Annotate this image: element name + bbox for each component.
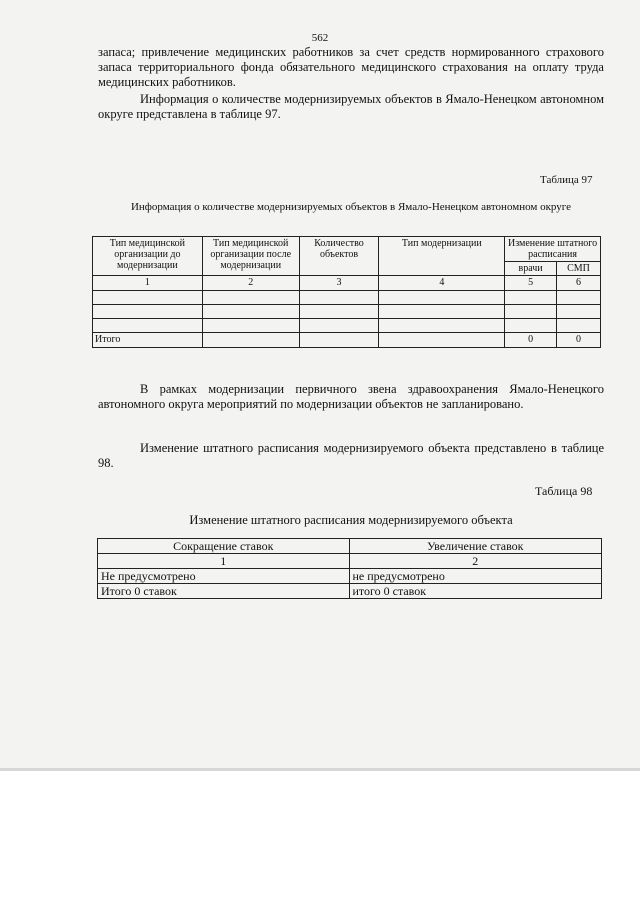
col-number: 4 (379, 276, 505, 291)
paragraph-2: Информация о количестве модернизируемых объектов в Ямало-Ненецком автономном округе представлена в таблице 97. (98, 92, 604, 121)
col-number: 6 (557, 276, 601, 291)
table-97-caption: Таблица 97 (540, 174, 593, 186)
table-row (98, 569, 602, 584)
cell: не предусмотрено (349, 569, 602, 584)
header-mod-type: Тип модернизации (379, 237, 505, 276)
cell: итого 0 ставок (349, 584, 602, 599)
total-row (93, 333, 601, 348)
paragraph-1: запаса; привлечение медицинских работников за счет средств нормированного страхового запаса территориального фонда обязательного медицинского страхования на оплату труда медицинских работников. (98, 45, 604, 89)
table-97-title: Информация о количестве модернизируемых объектов в Ямало-Ненецком автономном округе (130, 201, 572, 213)
total-smp: 0 (557, 333, 601, 348)
total-label: Итого (93, 333, 203, 348)
total-doctors: 0 (505, 333, 557, 348)
header-count: Количество объектов (299, 237, 379, 276)
header-increase: Увеличение ставок (349, 539, 602, 554)
paragraph-3: В рамках модернизации первичного звена здравоохранения Ямало-Ненецкого автономного округа мероприятий по модернизации объектов не запланировано. (98, 382, 604, 411)
header-doctors: врачи (505, 262, 557, 276)
header-type-before: Тип медицинской организации до модернизации (93, 237, 203, 276)
col-number: 3 (299, 276, 379, 291)
table-row (93, 291, 601, 305)
table-98-title: Изменение штатного расписания модернизируемого объекта (189, 513, 513, 527)
col-number: 2 (202, 276, 299, 291)
column-numbers-row (93, 276, 601, 291)
table-98-caption: Таблица 98 (535, 484, 593, 498)
paragraph-4: Изменение штатного расписания модернизируемого объекта представлено в таблице 98. (98, 441, 604, 470)
table-97 (92, 236, 601, 348)
header-smp: СМП (557, 262, 601, 276)
table-98 (97, 538, 602, 599)
col-number: 2 (349, 554, 602, 569)
col-number: 1 (93, 276, 203, 291)
table-row (93, 319, 601, 333)
table-row (93, 305, 601, 319)
cell: Не предусмотрено (98, 569, 350, 584)
header-reduction: Сокращение ставок (98, 539, 350, 554)
page-number: 562 (311, 32, 329, 44)
col-number: 5 (505, 276, 557, 291)
header-type-after: Тип медицинской организации после модернизации (202, 237, 299, 276)
header-staff-change: Изменение штатного расписания (505, 237, 601, 262)
scan-edge (0, 768, 640, 771)
table-row (98, 584, 602, 599)
col-number: 1 (98, 554, 350, 569)
cell: Итого 0 ставок (98, 584, 350, 599)
